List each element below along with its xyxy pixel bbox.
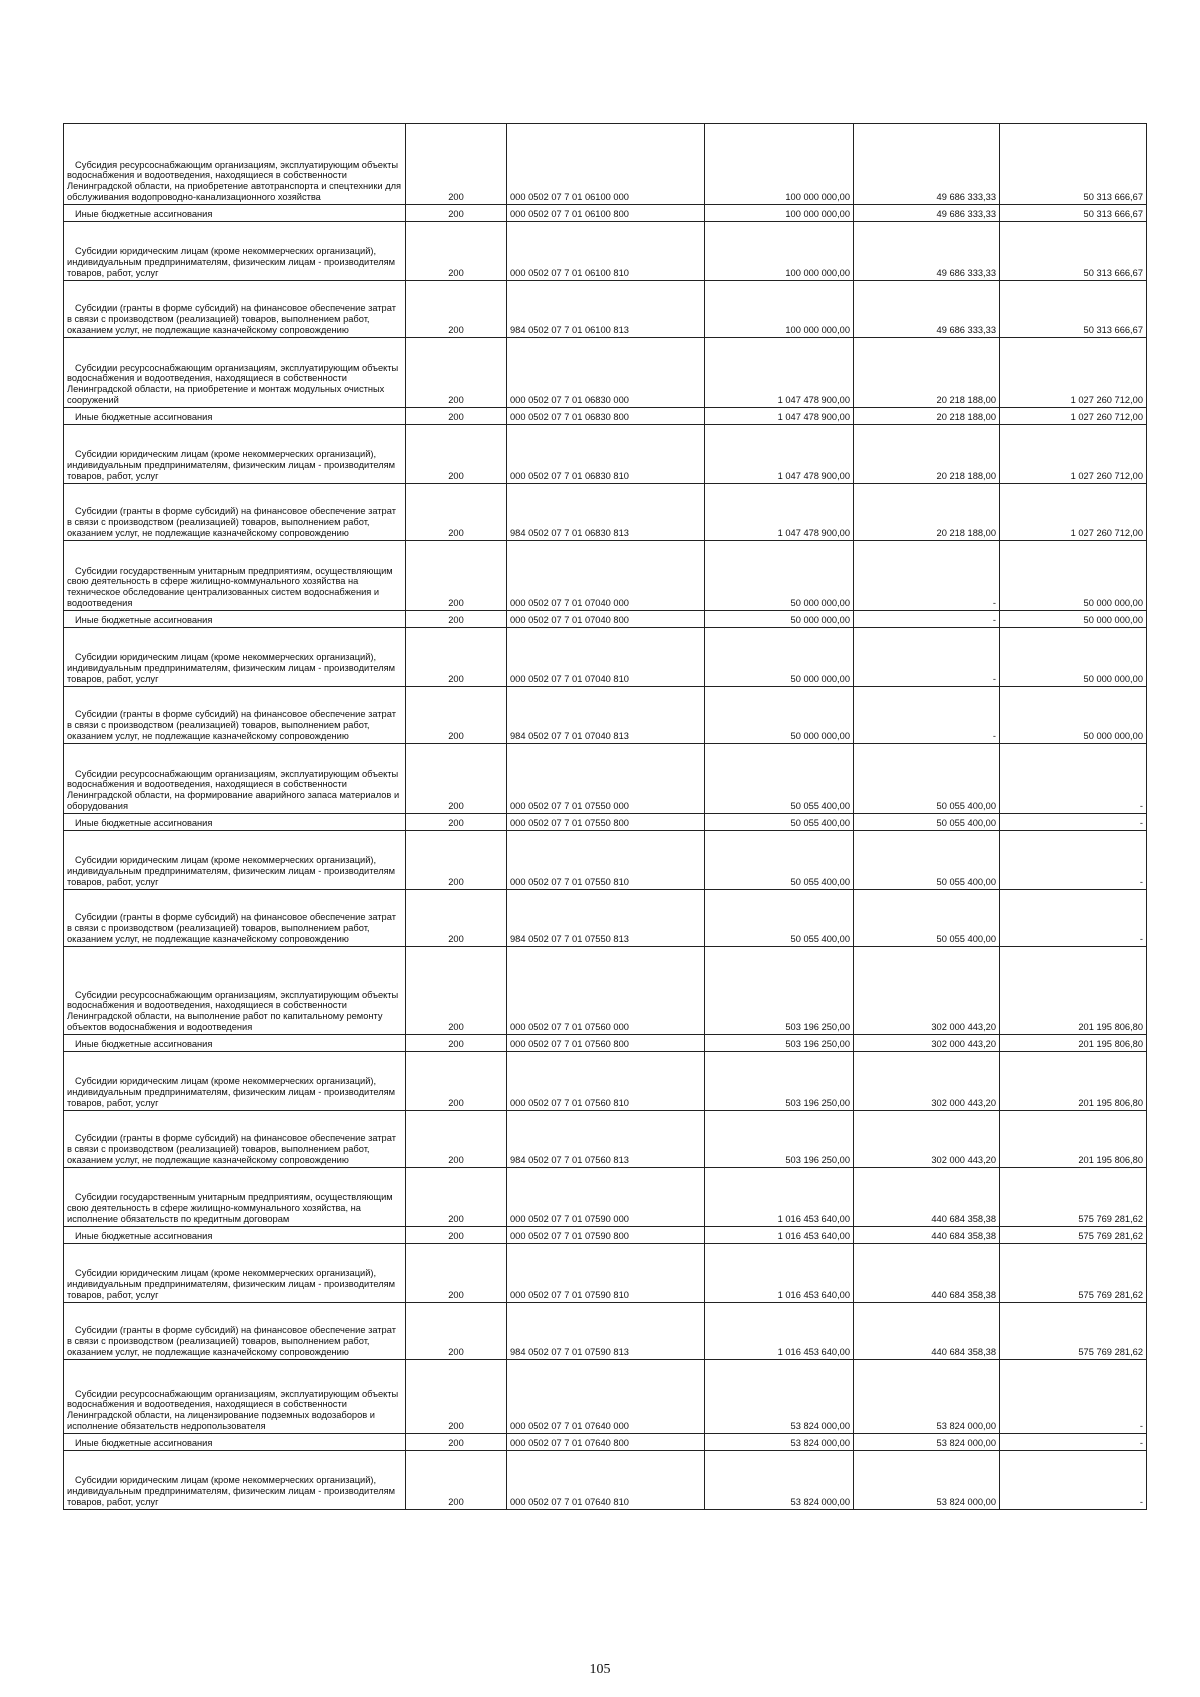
row-executed-amount: 440 684 358,38 <box>854 1227 1000 1244</box>
row-kbk: 000 0502 07 7 01 07590 800 <box>507 1227 705 1244</box>
row-plan-amount: 1 016 453 640,00 <box>705 1168 854 1227</box>
row-plan-amount: 1 047 478 900,00 <box>705 425 854 484</box>
row-executed-amount: 50 055 400,00 <box>854 744 1000 814</box>
row-executed-amount: 49 686 333,33 <box>854 205 1000 222</box>
table-row <box>64 831 1147 890</box>
page-number: 105 <box>589 1662 611 1677</box>
row-remainder-amount: - <box>1000 1360 1147 1434</box>
row-code: 200 <box>406 205 507 222</box>
row-code: 200 <box>406 1227 507 1244</box>
row-code: 200 <box>406 611 507 628</box>
row-kbk: 984 0502 07 7 01 06830 813 <box>507 484 705 541</box>
row-executed-amount: 20 218 188,00 <box>854 338 1000 408</box>
row-executed-amount: - <box>854 611 1000 628</box>
row-remainder-amount: - <box>1000 1451 1147 1510</box>
row-executed-amount: 440 684 358,38 <box>854 1244 1000 1303</box>
row-name: Субсидии юридическим лицам (кроме некоммерческих организаций), индивидуальным предпринимателям, физическим лицам - производителям товаров, работ, услуг <box>64 831 406 890</box>
row-remainder-amount: 201 195 806,80 <box>1000 1052 1147 1111</box>
row-name: Субсидии ресурсоснабжающим организациям, эксплуатирующим объекты водоснабжения и водоотведения, находящиеся в собственности Ленинградской области, на выполнение работ по капитальному ремонту объектов водоснабжения и водоотведения <box>64 947 406 1035</box>
row-remainder-amount: 50 313 666,67 <box>1000 222 1147 281</box>
table-row <box>64 1244 1147 1303</box>
row-code: 200 <box>406 1303 507 1360</box>
row-code: 200 <box>406 1111 507 1168</box>
row-plan-amount: 1 016 453 640,00 <box>705 1227 854 1244</box>
row-executed-amount: - <box>854 628 1000 687</box>
row-name: Иные бюджетные ассигнования <box>64 408 406 425</box>
row-executed-amount: 20 218 188,00 <box>854 425 1000 484</box>
row-code: 200 <box>406 338 507 408</box>
row-plan-amount: 50 000 000,00 <box>705 628 854 687</box>
row-executed-amount: 440 684 358,38 <box>854 1303 1000 1360</box>
row-kbk: 000 0502 07 7 01 07560 000 <box>507 947 705 1035</box>
row-plan-amount: 503 196 250,00 <box>705 1111 854 1168</box>
budget-table <box>63 123 1147 1510</box>
row-code: 200 <box>406 124 507 205</box>
row-kbk: 000 0502 07 7 01 06830 810 <box>507 425 705 484</box>
row-name: Субсидии (гранты в форме субсидий) на финансовое обеспечение затрат в связи с производством (реализацией) товаров, выполнением работ, оказанием услуг, не подлежащие казначейскому сопровождению <box>64 281 406 338</box>
row-remainder-amount: 1 027 260 712,00 <box>1000 408 1147 425</box>
table-row <box>64 744 1147 814</box>
row-remainder-amount: 575 769 281,62 <box>1000 1244 1147 1303</box>
row-kbk: 984 0502 07 7 01 06100 813 <box>507 281 705 338</box>
row-code: 200 <box>406 541 507 611</box>
row-name: Субсидии (гранты в форме субсидий) на финансовое обеспечение затрат в связи с производством (реализацией) товаров, выполнением работ, оказанием услуг, не подлежащие казначейскому сопровождению <box>64 1111 406 1168</box>
row-name: Иные бюджетные ассигнования <box>64 1434 406 1451</box>
row-plan-amount: 503 196 250,00 <box>705 1052 854 1111</box>
row-remainder-amount: 201 195 806,80 <box>1000 1035 1147 1052</box>
row-name: Иные бюджетные ассигнования <box>64 1035 406 1052</box>
row-remainder-amount: 50 000 000,00 <box>1000 628 1147 687</box>
row-executed-amount: 49 686 333,33 <box>854 222 1000 281</box>
row-remainder-amount: 50 313 666,67 <box>1000 124 1147 205</box>
row-code: 200 <box>406 281 507 338</box>
row-executed-amount: 440 684 358,38 <box>854 1168 1000 1227</box>
row-code: 200 <box>406 1052 507 1111</box>
row-remainder-amount: 50 000 000,00 <box>1000 687 1147 744</box>
table-row <box>64 205 1147 222</box>
row-plan-amount: 1 016 453 640,00 <box>705 1303 854 1360</box>
row-kbk: 000 0502 07 7 01 07560 810 <box>507 1052 705 1111</box>
row-code: 200 <box>406 628 507 687</box>
row-plan-amount: 1 016 453 640,00 <box>705 1244 854 1303</box>
row-name: Субсидии ресурсоснабжающим организациям, эксплуатирующим объекты водоснабжения и водоотведения, находящиеся в собственности Ленинградской области, на лицензирование подземных водозаборов и исполнение обязательств недропользователя <box>64 1360 406 1434</box>
table-row <box>64 1451 1147 1510</box>
row-plan-amount: 1 047 478 900,00 <box>705 484 854 541</box>
table-row <box>64 1434 1147 1451</box>
row-executed-amount: 302 000 443,20 <box>854 1111 1000 1168</box>
row-name: Иные бюджетные ассигнования <box>64 205 406 222</box>
row-code: 200 <box>406 744 507 814</box>
row-remainder-amount: - <box>1000 1434 1147 1451</box>
row-plan-amount: 50 055 400,00 <box>705 890 854 947</box>
row-kbk: 000 0502 07 7 01 07040 000 <box>507 541 705 611</box>
row-plan-amount: 50 055 400,00 <box>705 831 854 890</box>
table-row <box>64 338 1147 408</box>
row-executed-amount: 20 218 188,00 <box>854 408 1000 425</box>
row-kbk: 000 0502 07 7 01 07560 800 <box>507 1035 705 1052</box>
row-plan-amount: 53 824 000,00 <box>705 1360 854 1434</box>
table-row <box>64 281 1147 338</box>
row-kbk: 000 0502 07 7 01 06830 000 <box>507 338 705 408</box>
row-code: 200 <box>406 408 507 425</box>
row-remainder-amount: 1 027 260 712,00 <box>1000 338 1147 408</box>
row-kbk: 000 0502 07 7 01 07550 810 <box>507 831 705 890</box>
row-name: Субсидии (гранты в форме субсидий) на финансовое обеспечение затрат в связи с производством (реализацией) товаров, выполнением работ, оказанием услуг, не подлежащие казначейскому сопровождению <box>64 484 406 541</box>
row-kbk: 984 0502 07 7 01 07590 813 <box>507 1303 705 1360</box>
row-name: Иные бюджетные ассигнования <box>64 1227 406 1244</box>
row-executed-amount: 302 000 443,20 <box>854 1052 1000 1111</box>
row-plan-amount: 100 000 000,00 <box>705 124 854 205</box>
row-kbk: 000 0502 07 7 01 07550 000 <box>507 744 705 814</box>
row-kbk: 000 0502 07 7 01 07590 000 <box>507 1168 705 1227</box>
row-remainder-amount: 1 027 260 712,00 <box>1000 425 1147 484</box>
row-plan-amount: 503 196 250,00 <box>705 1035 854 1052</box>
row-executed-amount: 20 218 188,00 <box>854 484 1000 541</box>
row-kbk: 000 0502 07 7 01 07640 800 <box>507 1434 705 1451</box>
row-code: 200 <box>406 222 507 281</box>
row-executed-amount: 49 686 333,33 <box>854 281 1000 338</box>
row-executed-amount: 50 055 400,00 <box>854 831 1000 890</box>
row-executed-amount: 49 686 333,33 <box>854 124 1000 205</box>
row-plan-amount: 100 000 000,00 <box>705 281 854 338</box>
row-kbk: 000 0502 07 7 01 07640 810 <box>507 1451 705 1510</box>
row-code: 200 <box>406 1035 507 1052</box>
row-remainder-amount: - <box>1000 814 1147 831</box>
row-plan-amount: 50 000 000,00 <box>705 541 854 611</box>
row-name: Иные бюджетные ассигнования <box>64 611 406 628</box>
row-remainder-amount: 575 769 281,62 <box>1000 1168 1147 1227</box>
row-remainder-amount: 50 000 000,00 <box>1000 541 1147 611</box>
row-code: 200 <box>406 1168 507 1227</box>
table-row <box>64 947 1147 1035</box>
table-row <box>64 890 1147 947</box>
row-executed-amount: 50 055 400,00 <box>854 890 1000 947</box>
row-kbk: 000 0502 07 7 01 07040 800 <box>507 611 705 628</box>
row-code: 200 <box>406 890 507 947</box>
row-plan-amount: 50 055 400,00 <box>705 814 854 831</box>
table-row <box>64 541 1147 611</box>
row-executed-amount: 302 000 443,20 <box>854 1035 1000 1052</box>
table-row <box>64 687 1147 744</box>
row-kbk: 984 0502 07 7 01 07040 813 <box>507 687 705 744</box>
row-remainder-amount: 50 313 666,67 <box>1000 205 1147 222</box>
table-row <box>64 611 1147 628</box>
row-name: Субсидии (гранты в форме субсидий) на финансовое обеспечение затрат в связи с производством (реализацией) товаров, выполнением работ, оказанием услуг, не подлежащие казначейскому сопровождению <box>64 687 406 744</box>
row-name: Субсидии государственным унитарным предприятиям, осуществляющим свою деятельность в сфере жилищно-коммунального хозяйства на техническое обследование централизованных систем водоснабжения и водоотведения <box>64 541 406 611</box>
row-code: 200 <box>406 687 507 744</box>
table-row <box>64 814 1147 831</box>
row-kbk: 000 0502 07 7 01 07550 800 <box>507 814 705 831</box>
row-code: 200 <box>406 814 507 831</box>
row-remainder-amount: 1 027 260 712,00 <box>1000 484 1147 541</box>
row-plan-amount: 50 055 400,00 <box>705 744 854 814</box>
row-name: Субсидии (гранты в форме субсидий) на финансовое обеспечение затрат в связи с производством (реализацией) товаров, выполнением работ, оказанием услуг, не подлежащие казначейскому сопровождению <box>64 1303 406 1360</box>
row-remainder-amount: - <box>1000 744 1147 814</box>
row-plan-amount: 100 000 000,00 <box>705 205 854 222</box>
table-row <box>64 1111 1147 1168</box>
row-name: Субсидия ресурсоснабжающим организациям, эксплуатирующим объекты водоснабжения и водоотведения, находящиеся в собственности Ленинградской области, на приобретение автотранспорта и спецтехники для обслуживания водопроводно-канализационного хозяйства <box>64 124 406 205</box>
row-code: 200 <box>406 1360 507 1434</box>
row-plan-amount: 50 000 000,00 <box>705 687 854 744</box>
row-kbk: 000 0502 07 7 01 07640 000 <box>507 1360 705 1434</box>
table-row <box>64 124 1147 205</box>
row-name: Иные бюджетные ассигнования <box>64 814 406 831</box>
table-row <box>64 425 1147 484</box>
row-name: Субсидии государственным унитарным предприятиям, осуществляющим свою деятельность в сфере жилищно-коммунального хозяйства, на исполнение обязательств по кредитным договорам <box>64 1168 406 1227</box>
row-name: Субсидии юридическим лицам (кроме некоммерческих организаций), индивидуальным предпринимателям, физическим лицам - производителям товаров, работ, услуг <box>64 1451 406 1510</box>
row-executed-amount: 302 000 443,20 <box>854 947 1000 1035</box>
row-executed-amount: - <box>854 687 1000 744</box>
row-kbk: 000 0502 07 7 01 06830 800 <box>507 408 705 425</box>
row-executed-amount: 50 055 400,00 <box>854 814 1000 831</box>
row-executed-amount: 53 824 000,00 <box>854 1434 1000 1451</box>
row-plan-amount: 1 047 478 900,00 <box>705 338 854 408</box>
row-executed-amount: 53 824 000,00 <box>854 1360 1000 1434</box>
row-code: 200 <box>406 484 507 541</box>
row-executed-amount: - <box>854 541 1000 611</box>
row-plan-amount: 50 000 000,00 <box>705 611 854 628</box>
row-kbk: 000 0502 07 7 01 07040 810 <box>507 628 705 687</box>
row-remainder-amount: - <box>1000 831 1147 890</box>
table-row <box>64 1227 1147 1244</box>
table-row <box>64 408 1147 425</box>
row-kbk: 984 0502 07 7 01 07560 813 <box>507 1111 705 1168</box>
row-plan-amount: 53 824 000,00 <box>705 1434 854 1451</box>
row-name: Субсидии юридическим лицам (кроме некоммерческих организаций), индивидуальным предпринимателям, физическим лицам - производителям товаров, работ, услуг <box>64 628 406 687</box>
row-name: Субсидии юридическим лицам (кроме некоммерческих организаций), индивидуальным предпринимателям, физическим лицам - производителям товаров, работ, услуг <box>64 222 406 281</box>
row-kbk: 000 0502 07 7 01 06100 800 <box>507 205 705 222</box>
row-name: Субсидии ресурсоснабжающим организациям, эксплуатирующим объекты водоснабжения и водоотведения, находящиеся в собственности Ленинградской области, на формирование аварийного запаса материалов и оборудования <box>64 744 406 814</box>
row-remainder-amount: 201 195 806,80 <box>1000 1111 1147 1168</box>
row-name: Субсидии ресурсоснабжающим организациям, эксплуатирующим объекты водоснабжения и водоотведения, находящиеся в собственности Ленинградской области, на приобретение и монтаж модульных очистных сооружений <box>64 338 406 408</box>
row-kbk: 000 0502 07 7 01 06100 810 <box>507 222 705 281</box>
row-plan-amount: 100 000 000,00 <box>705 222 854 281</box>
table-row <box>64 1035 1147 1052</box>
row-executed-amount: 53 824 000,00 <box>854 1451 1000 1510</box>
row-remainder-amount: 575 769 281,62 <box>1000 1227 1147 1244</box>
table-row <box>64 1168 1147 1227</box>
table-row <box>64 1360 1147 1434</box>
row-name: Субсидии (гранты в форме субсидий) на финансовое обеспечение затрат в связи с производством (реализацией) товаров, выполнением работ, оказанием услуг, не подлежащие казначейскому сопровождению <box>64 890 406 947</box>
table-row <box>64 1303 1147 1360</box>
row-kbk: 984 0502 07 7 01 07550 813 <box>507 890 705 947</box>
table-row <box>64 222 1147 281</box>
row-plan-amount: 53 824 000,00 <box>705 1451 854 1510</box>
row-plan-amount: 503 196 250,00 <box>705 947 854 1035</box>
row-code: 200 <box>406 947 507 1035</box>
row-plan-amount: 1 047 478 900,00 <box>705 408 854 425</box>
row-code: 200 <box>406 1451 507 1510</box>
row-code: 200 <box>406 831 507 890</box>
row-code: 200 <box>406 1434 507 1451</box>
row-remainder-amount: 50 000 000,00 <box>1000 611 1147 628</box>
row-remainder-amount: 575 769 281,62 <box>1000 1303 1147 1360</box>
table-row <box>64 628 1147 687</box>
row-remainder-amount: 50 313 666,67 <box>1000 281 1147 338</box>
row-name: Субсидии юридическим лицам (кроме некоммерческих организаций), индивидуальным предпринимателям, физическим лицам - производителям товаров, работ, услуг <box>64 425 406 484</box>
row-kbk: 000 0502 07 7 01 07590 810 <box>507 1244 705 1303</box>
row-remainder-amount: 201 195 806,80 <box>1000 947 1147 1035</box>
table-row <box>64 484 1147 541</box>
row-code: 200 <box>406 1244 507 1303</box>
row-code: 200 <box>406 425 507 484</box>
row-name: Субсидии юридическим лицам (кроме некоммерческих организаций), индивидуальным предпринимателям, физическим лицам - производителям товаров, работ, услуг <box>64 1244 406 1303</box>
table-row <box>64 1052 1147 1111</box>
row-remainder-amount: - <box>1000 890 1147 947</box>
row-kbk: 000 0502 07 7 01 06100 000 <box>507 124 705 205</box>
row-name: Субсидии юридическим лицам (кроме некоммерческих организаций), индивидуальным предпринимателям, физическим лицам - производителям товаров, работ, услуг <box>64 1052 406 1111</box>
budget-table-body <box>64 124 1147 1510</box>
